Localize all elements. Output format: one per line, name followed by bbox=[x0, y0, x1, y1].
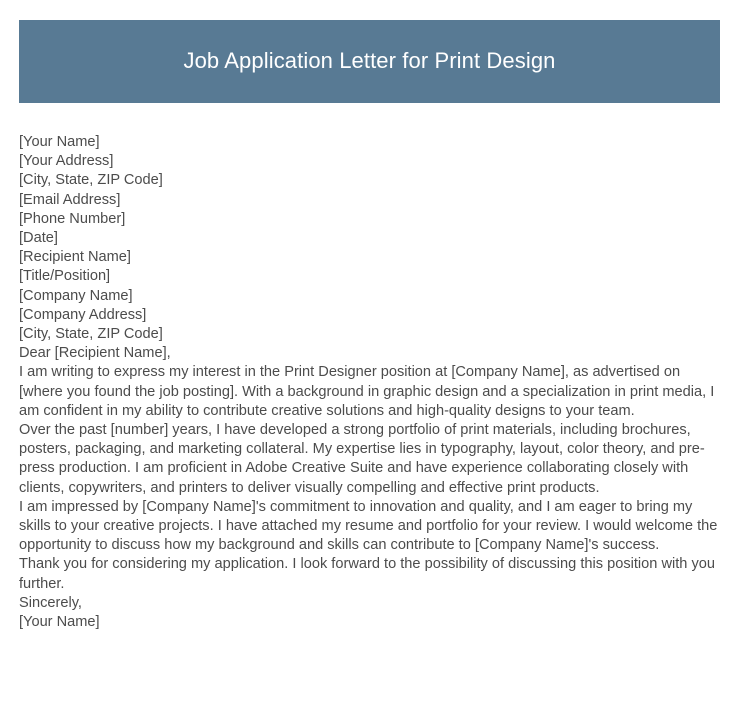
recipient-title-line: [Title/Position] bbox=[19, 268, 111, 285]
body-paragraph-2: Over the past [number] years, I have developed a strong portfolio of print materials, including brochures, posters, packaging, and marketing collateral. My expertise lies in typography, layout, color theory, and pre-press production. I am proficient in Adobe Creative Suite and have experience collaborating closely with clients, copywriters, and printers to deliver visually compelling and effective print products. bbox=[19, 422, 705, 496]
letter-body bbox=[19, 133, 722, 632]
recipient-company-line: [Company Name] bbox=[19, 287, 133, 304]
body-paragraph-3: I am impressed by [Company Name]'s commitment to innovation and quality, and I am eager to bring my skills to your creative projects. I have attached my resume and portfolio for your review. I would welcome the opportunity to discuss how my background and skills can contribute to [Company Name]'s success. bbox=[19, 498, 718, 554]
sender-name-line: [Your Name] bbox=[19, 134, 100, 150]
recipient-address-block bbox=[19, 248, 722, 344]
body-paragraph-4: Thank you for considering my application. I look forward to the possibility of discussing this position with you further. bbox=[19, 556, 715, 592]
recipient-name-line: [Recipient Name] bbox=[19, 249, 131, 266]
document-header-banner bbox=[19, 20, 720, 103]
letter-date-line: [Date] bbox=[19, 230, 58, 247]
body-paragraph-1: I am writing to express my interest in the Print Designer position at [Company Name], as advertised on [where you found the job posting]. With a background in graphic design and a specialization in print media, I am confident in my ability to contribute creative solutions and high-quality designs to your team. bbox=[19, 364, 715, 419]
sender-address-block bbox=[19, 133, 722, 248]
recipient-company-address-line: [Company Address] bbox=[19, 306, 147, 323]
sender-phone-line: [Phone Number] bbox=[19, 210, 126, 227]
sender-city-state-zip-line: [City, State, ZIP Code] bbox=[19, 172, 163, 189]
closing-line: Sincerely, bbox=[19, 594, 82, 611]
salutation: Dear [Recipient Name], bbox=[19, 345, 171, 362]
recipient-city-state-zip-line: [City, State, ZIP Code] bbox=[19, 326, 163, 343]
sender-address-line: [Your Address] bbox=[19, 153, 114, 170]
signature-line: [Your Name] bbox=[19, 614, 100, 631]
document-title: Job Application Letter for Print Design bbox=[183, 48, 556, 74]
sender-email-line: [Email Address] bbox=[19, 191, 121, 208]
